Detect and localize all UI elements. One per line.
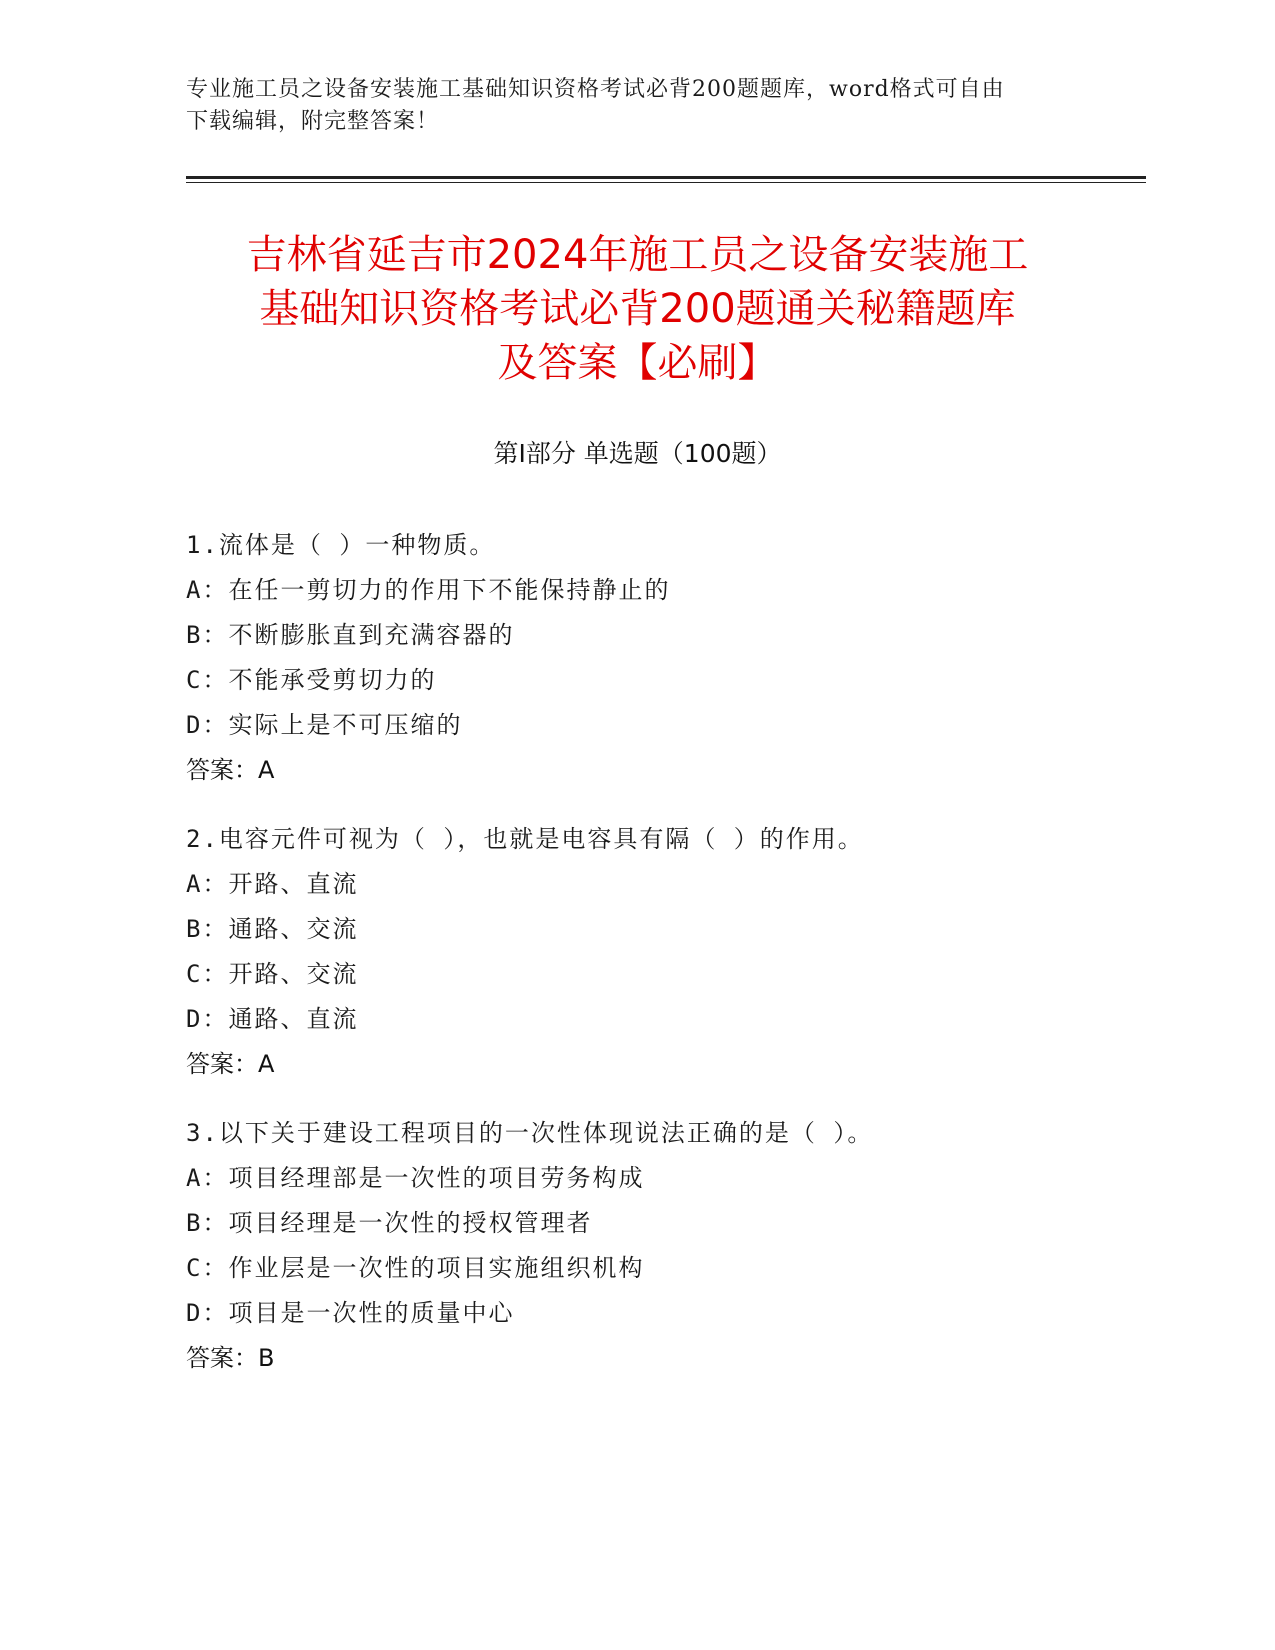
document-title xyxy=(160,228,1115,390)
intro-text xyxy=(186,74,1086,138)
option-d: D：项目是一次性的质量中心 xyxy=(186,1299,515,1327)
answer: 答案：A xyxy=(186,756,275,784)
header-rule-thin xyxy=(186,182,1146,183)
question-stem: 2.电容元件可视为（ ），也就是电容具有隔（ ）的作用。 xyxy=(186,825,864,853)
answer: 答案：B xyxy=(186,1344,275,1372)
question-3 xyxy=(186,1111,1116,1381)
section-heading: 第Ⅰ部分 单选题（100题） xyxy=(493,439,782,468)
header-rule-thick xyxy=(186,176,1146,179)
option-a: A：开路、直流 xyxy=(186,870,359,898)
option-d: D：实际上是不可压缩的 xyxy=(186,711,463,739)
question-stem: 3.以下关于建设工程项目的一次性体现说法正确的是（ ）。 xyxy=(186,1119,874,1147)
intro-line-2: 下载编辑，附完整答案！ xyxy=(186,109,440,134)
question-2 xyxy=(186,817,1116,1087)
option-c: C：不能承受剪切力的 xyxy=(186,666,437,694)
answer: 答案：A xyxy=(186,1050,275,1078)
option-a: A：在任一剪切力的作用下不能保持静止的 xyxy=(186,576,671,604)
option-a: A：项目经理部是一次性的项目劳务构成 xyxy=(186,1164,645,1192)
option-b: B：项目经理是一次性的授权管理者 xyxy=(186,1209,593,1237)
title-line-3: 及答案【必刷】 xyxy=(497,340,778,386)
option-d: D：通路、直流 xyxy=(186,1005,359,1033)
intro-line-1: 专业施工员之设备安装施工基础知识资格考试必背200题题库，word格式可自由 xyxy=(186,77,1005,102)
option-c: C：作业层是一次性的项目实施组织机构 xyxy=(186,1254,645,1282)
question-stem: 1.流体是（ ）一种物质。 xyxy=(186,531,496,559)
option-c: C：开路、交流 xyxy=(186,960,359,988)
question-list xyxy=(186,523,1116,1405)
title-line-2: 基础知识资格考试必背200题通关秘籍题库 xyxy=(259,286,1016,332)
title-line-1: 吉林省延吉市2024年施工员之设备安装施工 xyxy=(246,232,1029,278)
option-b: B：通路、交流 xyxy=(186,915,359,943)
question-1 xyxy=(186,523,1116,793)
option-b: B：不断膨胀直到充满容器的 xyxy=(186,621,515,649)
